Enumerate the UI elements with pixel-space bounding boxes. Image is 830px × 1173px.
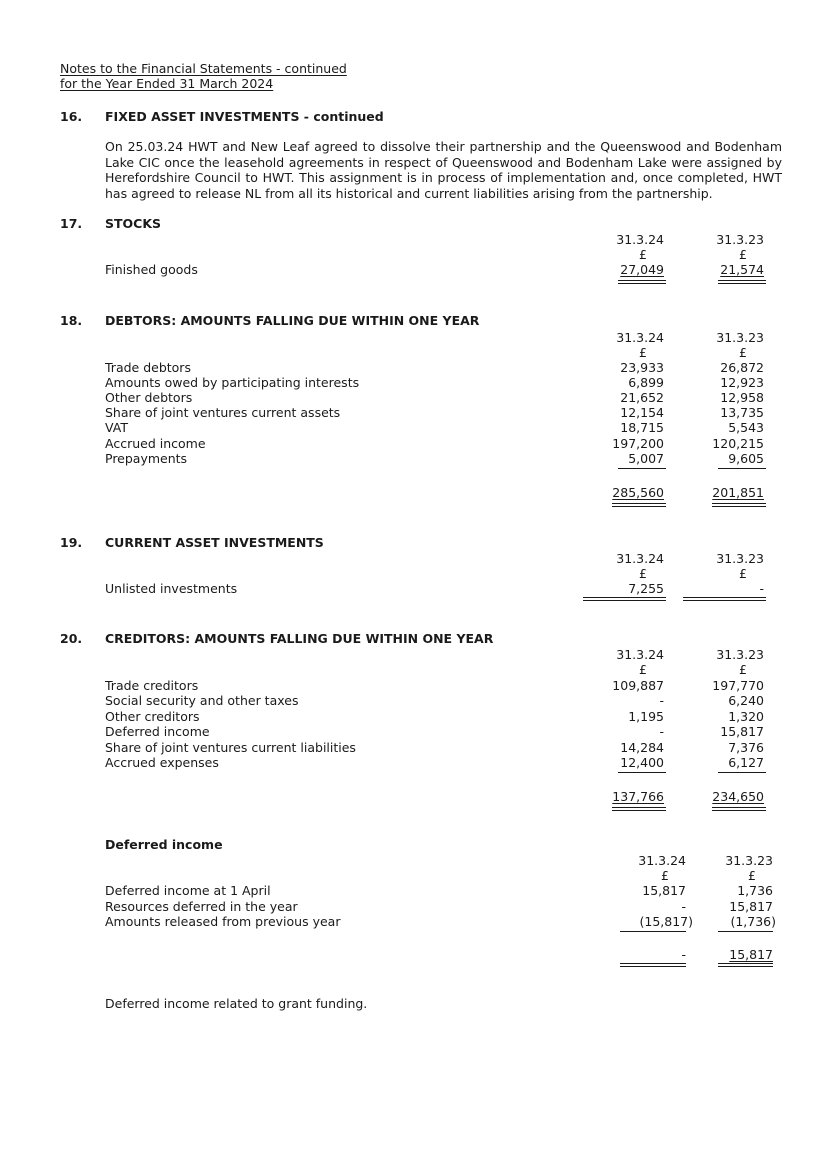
note-16-number: 16.: [60, 109, 83, 124]
note-18-currency-current: £: [639, 345, 647, 360]
table-row-label: Resources deferred in the year: [105, 899, 298, 914]
table-row-label: Amounts owed by participating interests: [105, 375, 360, 390]
table-row-label: Deferred income at 1 April: [105, 883, 271, 898]
table-row-prior: 6,127: [728, 755, 764, 770]
deferred-subtotal-rule-prior: [718, 931, 773, 932]
note-20-total-prior: 234,650: [712, 789, 764, 804]
note-19-currency-prior: £: [739, 566, 747, 581]
note-16-paragraph: On 25.03.24 HWT and New Leaf agreed to dissolve their partnership and the Queenswood and Bodenham Lake CIC once the leasehold agreements in respect of Queenswood and Bodenham Lake were assigned by Herefordshire Council to HWT. This assignment is in process of implementation and, once completed, HWT has agreed to release NL from all its historical and current liabilities arising from the partnership.: [105, 139, 782, 201]
deferred-double-rule-current: [620, 963, 686, 967]
table-row-current: 12,154: [620, 405, 664, 420]
table-row-current: (15,817): [639, 914, 693, 929]
table-row-prior: 12,958: [720, 390, 764, 405]
deferred-footnote: Deferred income related to grant funding.: [105, 996, 368, 1011]
table-row-current: 6,899: [628, 375, 664, 390]
note-20-col-current: 31.3.24: [616, 647, 664, 662]
note-18-subtotal-rule-current: [618, 468, 666, 469]
table-row-prior: 197,770: [712, 678, 764, 693]
note-18-total-current: 285,560: [612, 485, 664, 500]
note-18-double-rule-prior: [712, 503, 766, 507]
table-row-prior: 12,923: [720, 375, 764, 390]
table-row-label: Other creditors: [105, 709, 200, 724]
table-row-label: Accrued expenses: [105, 755, 219, 770]
note-20-double-rule-prior: [712, 807, 766, 811]
note-18-col-current: 31.3.24: [616, 330, 664, 345]
note-18-col-prior: 31.3.23: [716, 330, 764, 345]
note-19-double-rule-current: [583, 597, 666, 601]
note-19-currency-current: £: [639, 566, 647, 581]
page-header-period: for the Year Ended 31 March 2024: [60, 76, 274, 91]
table-row-label: Share of joint ventures current assets: [105, 405, 341, 420]
table-row-current: 14,284: [620, 740, 664, 755]
deferred-currency-current: £: [661, 868, 669, 883]
table-row-label: Deferred income: [105, 724, 210, 739]
table-row-current: 12,400: [620, 755, 664, 770]
note-19-col-current: 31.3.24: [616, 551, 664, 566]
note-19-double-rule-prior: [683, 597, 766, 601]
note-17-currency-prior: £: [739, 247, 747, 262]
table-row-prior: 120,215: [712, 436, 764, 451]
table-row-current: 109,887: [612, 678, 664, 693]
note-17-row-label: Finished goods: [105, 262, 198, 277]
note-17-row-prior: 21,574: [720, 262, 764, 277]
note-18-currency-prior: £: [739, 345, 747, 360]
note-18-double-rule-current: [612, 503, 666, 507]
table-row-current: 15,817: [642, 883, 686, 898]
note-18-subtotal-rule-prior: [718, 468, 766, 469]
table-row-current: 197,200: [612, 436, 664, 451]
deferred-total-current: -: [681, 947, 686, 962]
note-20-title: CREDITORS: AMOUNTS FALLING DUE WITHIN ONE YEAR: [105, 631, 494, 646]
note-17-col-current: 31.3.24: [616, 232, 664, 247]
note-20-col-prior: 31.3.23: [716, 647, 764, 662]
note-19-number: 19.: [60, 535, 83, 550]
page-header-title: Notes to the Financial Statements - continued: [60, 61, 347, 76]
table-row-prior: 1,736: [737, 883, 773, 898]
note-19-col-prior: 31.3.23: [716, 551, 764, 566]
deferred-currency-prior: £: [748, 868, 756, 883]
note-17-row-current: 27,049: [620, 262, 664, 277]
deferred-double-rule-prior: [718, 963, 773, 967]
table-row-prior: 9,605: [728, 451, 764, 466]
table-row-current: 18,715: [620, 420, 664, 435]
table-row-label: Trade debtors: [105, 360, 191, 375]
deferred-col-prior: 31.3.23: [725, 853, 773, 868]
note-20-subtotal-rule-current: [618, 772, 666, 773]
note-18-title: DEBTORS: AMOUNTS FALLING DUE WITHIN ONE YEAR: [105, 313, 480, 328]
note-17-title: STOCKS: [105, 216, 162, 231]
table-row-prior: 15,817: [720, 724, 764, 739]
table-row-label: Accrued income: [105, 436, 206, 451]
table-row-prior: 26,872: [720, 360, 764, 375]
table-row-label: Prepayments: [105, 451, 188, 466]
note-19-title: CURRENT ASSET INVESTMENTS: [105, 535, 324, 550]
table-row-current: -: [659, 724, 664, 739]
note-19-row-label: Unlisted investments: [105, 581, 238, 596]
table-row-prior: (1,736): [730, 914, 776, 929]
table-row-prior: 13,735: [720, 405, 764, 420]
note-20-currency-prior: £: [739, 662, 747, 677]
table-row-current: 5,007: [628, 451, 664, 466]
note-17-currency-current: £: [639, 247, 647, 262]
table-row-prior: 7,376: [728, 740, 764, 755]
table-row-prior: 1,320: [728, 709, 764, 724]
note-17-col-prior: 31.3.23: [716, 232, 764, 247]
table-row-label: Social security and other taxes: [105, 693, 299, 708]
note-20-double-rule-current: [612, 807, 666, 811]
note-20-number: 20.: [60, 631, 83, 646]
note-19-row-prior: -: [759, 581, 764, 596]
table-row-current: 1,195: [628, 709, 664, 724]
note-17-number: 17.: [60, 216, 83, 231]
table-row-current: -: [659, 693, 664, 708]
note-17-double-rule-prior: [718, 280, 766, 284]
table-row-current: -: [681, 899, 686, 914]
deferred-subtotal-rule-current: [620, 931, 686, 932]
note-16-title: FIXED ASSET INVESTMENTS - continued: [105, 109, 384, 124]
deferred-col-current: 31.3.24: [638, 853, 686, 868]
table-row-prior: 6,240: [728, 693, 764, 708]
note-20-total-current: 137,766: [612, 789, 664, 804]
table-row-label: Amounts released from previous year: [105, 914, 341, 929]
table-row-label: Trade creditors: [105, 678, 199, 693]
note-20-subtotal-rule-prior: [718, 772, 766, 773]
note-19-row-current: 7,255: [628, 581, 664, 596]
deferred-income-title: Deferred income: [105, 837, 223, 852]
note-20-currency-current: £: [639, 662, 647, 677]
deferred-total-prior: 15,817: [729, 947, 773, 962]
note-18-number: 18.: [60, 313, 83, 328]
table-row-prior: 15,817: [729, 899, 773, 914]
table-row-prior: 5,543: [728, 420, 764, 435]
table-row-current: 23,933: [620, 360, 664, 375]
table-row-current: 21,652: [620, 390, 664, 405]
note-17-double-rule-current: [618, 280, 666, 284]
table-row-label: Other debtors: [105, 390, 193, 405]
table-row-label: Share of joint ventures current liabilities: [105, 740, 356, 755]
note-18-total-prior: 201,851: [712, 485, 764, 500]
table-row-label: VAT: [105, 420, 128, 435]
